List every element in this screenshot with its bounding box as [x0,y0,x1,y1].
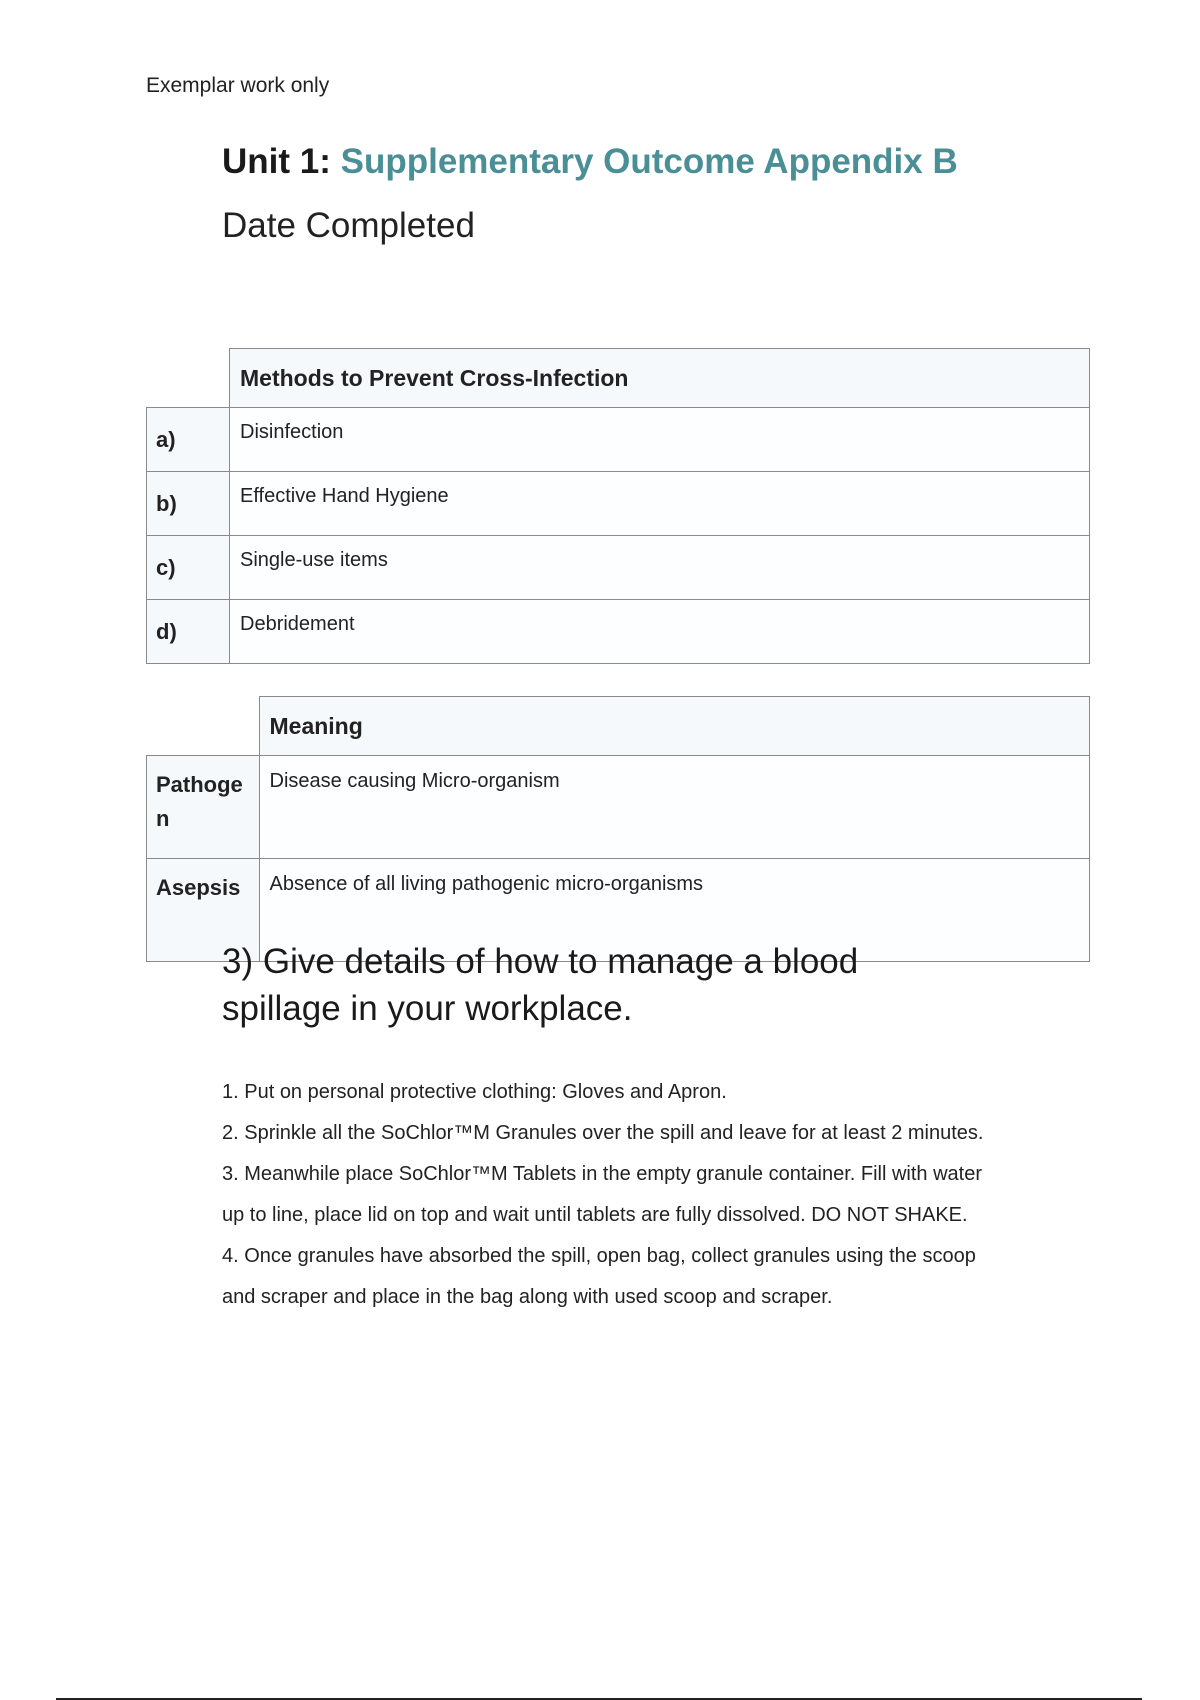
row-value: Disinfection [230,408,1090,472]
list-item: 3. Meanwhile place SoChlor™M Tablets in the empty granule container. Fill with water up to line, place lid on top and wait until tablets are fully dissolved. DO NOT SHAKE. [222,1163,982,1226]
table-row [147,472,1090,536]
list-item: 1. Put on personal protective clothing: Gloves and Apron. [222,1081,727,1103]
list-item: 2. Sprinkle all the SoChlor™M Granules over the spill and leave for at least 2 minutes. [222,1122,984,1144]
term-cell: Pathogen [147,756,260,859]
methods-table-corner [147,349,230,408]
methods-table [146,348,1090,664]
question-heading: 3) Give details of how to manage a blood spillage in your workplace. [222,942,859,1028]
meaning-table-corner [147,697,260,756]
row-key: c) [147,536,230,600]
answer-steps [222,1072,1002,1318]
page-title [222,142,958,182]
row-value: Debridement [230,600,1090,664]
row-key: a) [147,408,230,472]
meaning-table [146,696,1090,962]
table-row [147,536,1090,600]
methods-table-header-row [147,349,1090,408]
methods-table-heading: Methods to Prevent Cross-Infection [230,349,1090,408]
table-row [147,408,1090,472]
table-row [147,600,1090,664]
date-completed-label: Date Completed [222,206,475,245]
title-prefix: Unit 1: [222,142,341,181]
row-value: Single-use items [230,536,1090,600]
meaning-cell: Disease causing Micro-organism [259,756,1090,859]
watermark-text: Exemplar work only [146,74,330,97]
list-item: 4. Once granules have absorbed the spill, open bag, collect granules using the scoop and scraper and place in the bag along with used scoop and scraper. [222,1245,976,1308]
row-key: d) [147,600,230,664]
meaning-table-heading: Meaning [259,697,1090,756]
row-value: Effective Hand Hygiene [230,472,1090,536]
title-accent: Supplementary Outcome Appendix B [340,142,958,181]
meaning-cell: Absence of all living pathogenic micro-organisms [259,859,1090,962]
meaning-table-header-row [147,697,1090,756]
table-row [147,756,1090,859]
term-cell: Asepsis [147,859,260,962]
row-key: b) [147,472,230,536]
